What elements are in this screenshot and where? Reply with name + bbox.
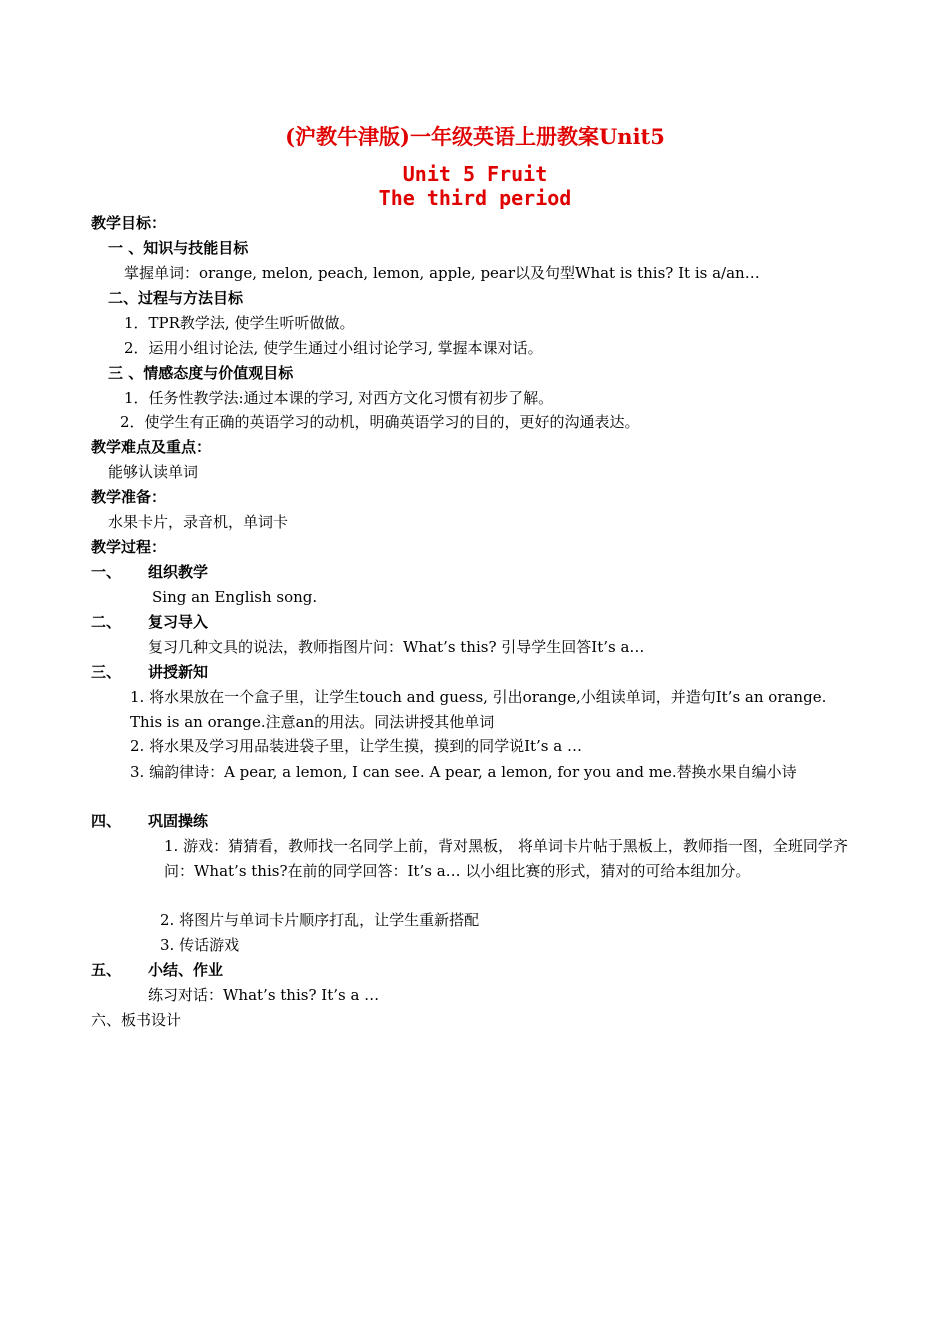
step-4-title: 巩固操练 [148,812,209,830]
step-3-item-1: 1. 将水果放在一个盒子里，让学生touch and guess, 引出orange,小组读单词，并造句It’s an orange. This is an orange.注意an的用法。同法讲授其他单词 [130,688,827,731]
step-4-item-1: 1. 游戏：猜猜看，教师找一名同学上前，背对黑板， 将单词卡片帖于黑板上，教师指一图，全班同学齐问：What’s this?在前的同学回答：It’s a… 以小组比赛的形式，猜对的可给本组加分。 [164,837,848,880]
step-1-number: 一、 [91,563,122,581]
step-4-item-2: 2. 将图片与单词卡片顺序打乱，让学生重新搭配 [160,911,480,929]
process-heading: 教学过程： [91,538,167,556]
step-2-text: 复习几种文具的说法，教师指图片问：What’s this? 引导学生回答It’s a… [148,638,645,656]
step-1-text: Sing an English song. [152,588,318,606]
step-6-board-design: 六、板书设计 [91,1011,182,1029]
difficulties-heading: 教学难点及重点： [91,438,212,456]
preparation-text: 水果卡片，录音机，单词卡 [108,513,289,531]
knowledge-skills-heading: 一 、知识与技能目标 [108,239,249,257]
step-1-title: 组织教学 [148,563,209,581]
attitude-values-heading: 三 、情感态度与价值观目标 [108,364,294,382]
step-2-title: 复习导入 [148,613,209,631]
unit-title: Unit 5 Fruit [402,162,548,186]
difficulties-text: 能够认读单词 [108,463,199,481]
method-item-2: 2．运用小组讨论法, 使学生通过小组讨论学习, 掌握本课对话。 [124,339,543,357]
objectives-heading: 教学目标： [91,214,167,232]
step-3-item-3: 3. 编韵律诗：A pear, a lemon, I can see. A pear, a lemon, for you and me.替换水果自编小诗 [130,763,797,781]
step-5-title: 小结、作业 [148,961,224,979]
step-4-number: 四、 [91,812,122,830]
document-title: (沪教牛津版)一年级英语上册教案Unit5 [285,124,665,149]
method-item-1: 1．TPR教学法, 使学生听听做做。 [124,314,355,332]
attitude-item-1: 1．任务性教学法:通过本课的学习, 对西方文化习惯有初步了解。 [124,389,554,407]
step-3-number: 三、 [91,663,122,681]
attitude-item-2: 2．使学生有正确的英语学习的动机，明确英语学习的目的，更好的沟通表达。 [120,413,640,431]
period-title: The third period [378,186,572,210]
step-3-item-2: 2. 将水果及学习用品装进袋子里，让学生摸，摸到的同学说It’s a … [130,737,582,755]
vocabulary-objective: 掌握单词：orange, melon, peach, lemon, apple, pear以及句型What is this? It is a/an… [124,264,760,282]
step-5-text: 练习对话：What’s this? It’s a … [148,986,380,1004]
step-3-title: 讲授新知 [148,663,209,681]
preparation-heading: 教学准备： [91,488,167,506]
process-method-heading: 二、过程与方法目标 [108,289,244,307]
step-5-number: 五、 [91,961,122,979]
step-4-item-3: 3. 传话游戏 [160,936,240,954]
step-2-number: 二、 [91,613,122,631]
